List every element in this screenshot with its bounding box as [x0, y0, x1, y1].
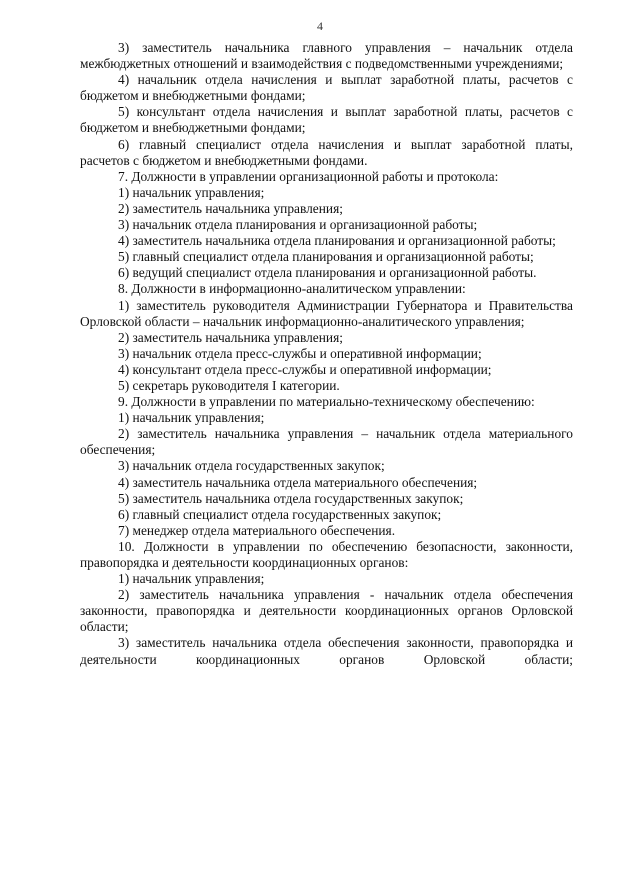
paragraph: 5) секретарь руководителя I категории.: [118, 377, 340, 393]
paragraph: 1) начальник управления;: [118, 571, 265, 587]
paragraph: 4) заместитель начальника отдела материального обеспечения;: [118, 474, 478, 490]
paragraph: 4) консультант отдела пресс-службы и оперативной информации;: [118, 361, 492, 377]
paragraph: 2) заместитель начальника управления;: [118, 329, 343, 345]
paragraph: 4) начальник отдела начисления и выплат заработной платы, расчетов с бюджетом и внебюджетными фондами;: [80, 72, 573, 104]
paragraph: 3) начальник отдела государственных закупок;: [118, 458, 385, 474]
paragraph: 7) менеджер отдела материального обеспечения.: [118, 522, 396, 538]
paragraph: 9. Должности в управлении по материально-техническому обеспечению:: [118, 394, 535, 410]
paragraph: 5) заместитель начальника отдела государственных закупок;: [118, 490, 464, 506]
paragraph: 1) заместитель руководителя Администрации Губернатора и Правительства Орловской области – начальник информационно-аналитического управления;: [80, 297, 573, 329]
paragraph: 2) заместитель начальника управления;: [118, 200, 343, 216]
paragraph: 3) заместитель начальника отдела обеспечения законности, правопорядка и деятельности координационных органов Орловской области;: [80, 635, 573, 667]
paragraph: 8. Должности в информационно-аналитическом управлении:: [118, 281, 466, 297]
paragraph: 7. Должности в управлении организационной работы и протокола:: [118, 168, 499, 184]
paragraph: 6) главный специалист отдела государственных закупок;: [118, 506, 442, 522]
paragraph: 6) ведущий специалист отдела планирования и организационной работы.: [118, 265, 537, 281]
paragraph: 1) начальник управления;: [118, 184, 265, 200]
paragraph: 10. Должности в управлении по обеспечению безопасности, законности, правопорядка и деятельности координационных органов:: [80, 538, 573, 570]
paragraph: 1) начальник управления;: [118, 410, 265, 426]
page-number: 4: [317, 19, 323, 33]
paragraph: 3) начальник отдела пресс-службы и оперативной информации;: [118, 345, 482, 361]
paragraph: 4) заместитель начальника отдела планирования и организационной работы;: [118, 233, 556, 249]
paragraph: 5) консультант отдела начисления и выплат заработной платы, расчетов с бюджетом и внебюджетными фондами;: [80, 104, 573, 136]
paragraph: 3) заместитель начальника главного управления – начальник отдела межбюджетных отношений и взаимодействия с подведомственными учреждениями;: [80, 40, 573, 72]
paragraph: 2) заместитель начальника управления – начальник отдела материального обеспечения;: [80, 426, 573, 458]
paragraph: 5) главный специалист отдела планирования и организационной работы;: [118, 249, 534, 265]
document-body: [80, 40, 573, 668]
paragraph: 2) заместитель начальника управления - начальник отдела обеспечения законности, правопорядка и деятельности координационных органов Орловской области;: [80, 587, 573, 635]
paragraph: 3) начальник отдела планирования и организационной работы;: [118, 217, 478, 233]
paragraph: 6) главный специалист отдела начисления и выплат заработной платы, расчетов с бюджетом и внебюджетными фондами.: [80, 136, 573, 168]
